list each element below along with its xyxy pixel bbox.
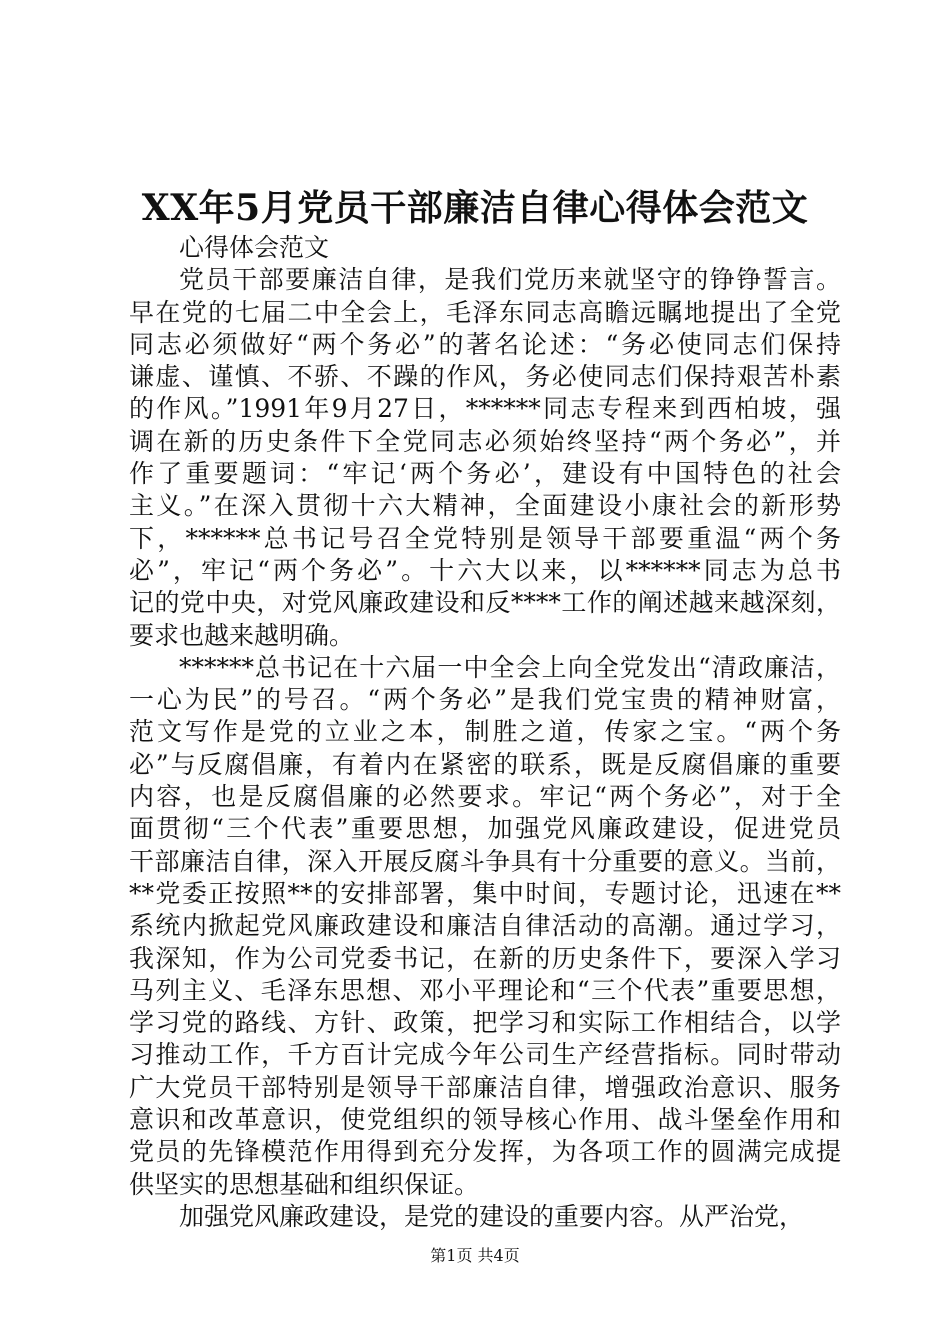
paragraph-line: 党员的先锋模范作用得到充分发挥，为各项工作的圆满完成提 bbox=[129, 1137, 841, 1167]
paragraph-line: 调在新的历史条件下全党同志必须始终坚持“两个务必”，并 bbox=[129, 426, 841, 456]
paragraph-line: 我深知，作为公司党委书记，在新的历史条件下，要深入学习 bbox=[129, 943, 841, 973]
paragraph-line: 一心为民”的号召。“两个务必”是我们党宝贵的精神财富， bbox=[129, 685, 841, 715]
paragraph-line: 谦虚、谨慎、不骄、不躁的作风，务必使同志们保持艰苦朴素 bbox=[129, 362, 841, 392]
paragraph-line: 主义。”在深入贯彻十六大精神，全面建设小康社会的新形势 bbox=[129, 491, 841, 521]
paragraph-line: 学习党的路线、方针、政策，把学习和实际工作相结合，以学 bbox=[129, 1008, 841, 1038]
document-subtitle: 心得体会范文 bbox=[179, 233, 330, 262]
paragraph-line: 马列主义、毛泽东思想、邓小平理论和“三个代表”重要思想， bbox=[129, 975, 841, 1005]
paragraph-line: 习推动工作，千方百计完成今年公司生产经营指标。同时带动 bbox=[129, 1040, 841, 1070]
paragraph-line: 系统内掀起党风廉政建设和廉洁自律活动的高潮。通过学习， bbox=[129, 911, 841, 941]
paragraph-line: 供坚实的思想基础和组织保证。 bbox=[129, 1169, 480, 1199]
paragraph-line: 必”，牢记“两个务必”。十六大以来，以******同志为总书 bbox=[129, 555, 841, 585]
paragraph-line: 同志必须做好“两个务必”的著名论述：“务必使同志们保持 bbox=[129, 329, 841, 359]
paragraph-line: 意识和改革意识，使党组织的领导核心作用、战斗堡垒作用和 bbox=[129, 1105, 841, 1135]
document-body bbox=[129, 232, 841, 1233]
paragraph-line: 下，******总书记号召全党特别是领导干部要重温“两个务 bbox=[129, 523, 841, 553]
paragraph-line: 范文写作是党的立业之本，制胜之道，传家之宝。“两个务 bbox=[129, 717, 841, 747]
paragraph-line: 必”与反腐倡廉，有着内在紧密的联系，既是反腐倡廉的重要 bbox=[129, 749, 841, 779]
paragraph-line: 广大党员干部特别是领导干部廉洁自律，增强政治意识、服务 bbox=[129, 1072, 841, 1102]
paragraph-line: **党委正按照**的安排部署，集中时间，专题讨论，迅速在** bbox=[129, 878, 841, 908]
paragraph-line: 干部廉洁自律，深入开展反腐斗争具有十分重要的意义。当前， bbox=[129, 846, 841, 876]
paragraph-line: 面贯彻“三个代表”重要思想，加强党风廉政建设，促进党员 bbox=[129, 814, 841, 844]
document-title: XX年5月党员干部廉洁自律心得体会范文 bbox=[141, 187, 809, 229]
paragraph-line: 记的党中央，对党风廉政建设和反****工作的阐述越来越深刻， bbox=[129, 588, 841, 618]
paragraph-line: 要求也越来越明确。 bbox=[129, 620, 355, 650]
paragraph-line: 作了重要题词：“牢记‘两个务必’，建设有中国特色的社会 bbox=[129, 459, 841, 489]
paragraph-line: ******总书记在十六届一中全会上向全党发出“清政廉洁， bbox=[179, 652, 841, 682]
paragraph-line: 的作风。”1991年9月27日，******同志专程来到西柏坡，强 bbox=[129, 394, 841, 424]
paragraph-line: 早在党的七届二中全会上，毛泽东同志高瞻远瞩地提出了全党 bbox=[129, 297, 841, 327]
paragraph-line: 党员干部要廉洁自律，是我们党历来就坚守的铮铮誓言。 bbox=[179, 265, 841, 295]
page-footer: 第1页 共4页 bbox=[430, 1246, 520, 1265]
paragraph-line: 内容，也是反腐倡廉的必然要求。牢记“两个务必”，对于全 bbox=[129, 782, 841, 812]
paragraph-line: 加强党风廉政建设，是党的建设的重要内容。从严治党， bbox=[179, 1201, 805, 1231]
